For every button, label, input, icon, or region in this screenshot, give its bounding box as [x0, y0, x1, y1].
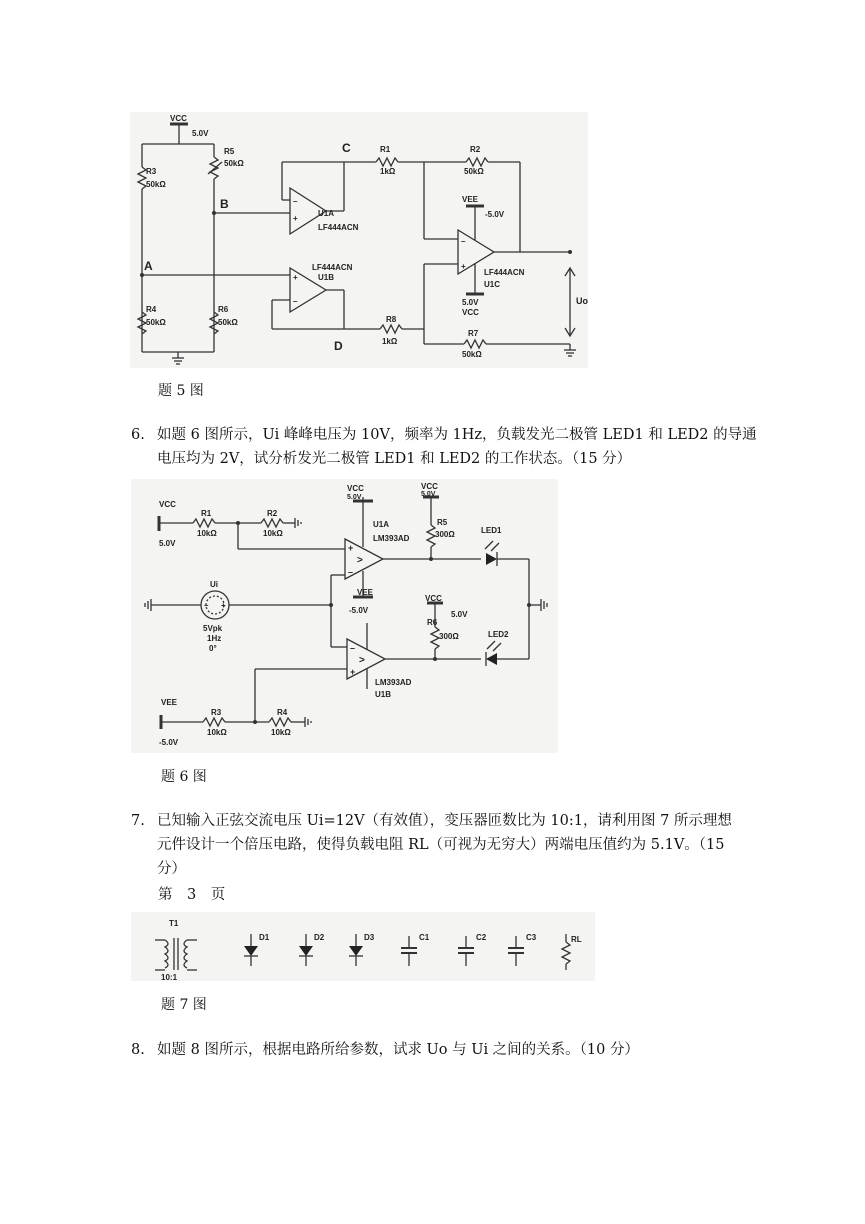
f5-vee: VEE	[462, 195, 479, 204]
f6-r5: R5	[437, 518, 448, 527]
question-text-line: 电压均为 2V，试分析发光二极管 LED1 和 LED2 的工作状态。（15 分）	[157, 451, 632, 467]
f6-u1b-part: LM393AD	[375, 678, 412, 687]
f5-u1c: U1C	[484, 280, 501, 289]
f6-r6: R6	[427, 618, 438, 627]
f5-u1a: U1A	[318, 209, 335, 218]
f7-ratio: 10:1	[161, 973, 178, 981]
f6-vcc-a: VCC	[347, 484, 364, 493]
f6-ui-phase: 0°	[209, 644, 217, 653]
figure-5	[130, 112, 588, 368]
svg-text:+: +	[293, 214, 298, 223]
figure-6	[131, 479, 558, 753]
f7-t1: T1	[169, 919, 179, 928]
f5-r8: R8	[386, 315, 397, 324]
f6-ui-amp: 5Vpk	[203, 624, 223, 633]
f5-r7-v: 50kΩ	[462, 350, 482, 359]
f5-r8-v: 1kΩ	[382, 337, 398, 346]
f5-node-b: B	[220, 197, 229, 211]
f6-vee-v: -5.0V	[159, 738, 179, 747]
f6-r4: R4	[277, 708, 288, 717]
f6-led2: LED2	[488, 630, 509, 639]
f7-rl: RL	[571, 935, 582, 944]
f6-u1a-part: LM393AD	[373, 534, 410, 543]
f6-r1-v: 10kΩ	[197, 529, 217, 538]
f5-r1-v: 1kΩ	[380, 167, 396, 176]
svg-text:>: >	[357, 555, 363, 566]
svg-text:–: –	[461, 237, 466, 246]
question-number: 6.	[131, 427, 145, 443]
question-text-line: 元件设计一个倍压电路，使得负载电阻 RL（可视为无穷大）两端电压值约为 5.1V。（15	[157, 837, 725, 853]
svg-text:–: –	[204, 601, 209, 610]
svg-text:–: –	[348, 567, 354, 577]
figure-7	[131, 912, 595, 981]
f7-c2: C2	[476, 933, 487, 942]
f6-u1b: U1B	[375, 690, 392, 699]
f7-c3: C3	[526, 933, 537, 942]
f5-r1: R1	[380, 145, 391, 154]
question-text-line: 已知输入正弦交流电压 Ui=12V（有效值），变压器匝数比为 10:1，请利用图 7 所示理想	[157, 813, 732, 829]
f5-vcc2: VCC	[462, 308, 479, 317]
f5-r5-v: 50kΩ	[224, 159, 244, 168]
f5-vcc: VCC	[170, 114, 187, 123]
f5-r4-v: 50kΩ	[146, 318, 166, 327]
f6-vcc: VCC	[159, 500, 176, 509]
f5-node-a: A	[144, 259, 153, 273]
f6-r6-v: 300Ω	[439, 632, 459, 641]
f5-r2-v: 50kΩ	[464, 167, 484, 176]
f5-vcc2-v: 5.0V	[462, 298, 479, 307]
f6-r3: R3	[211, 708, 222, 717]
f7-d3: D3	[364, 933, 375, 942]
question-text-line: 如题 8 图所示，根据电路所给参数，试求 Uo 与 Ui 之间的关系。（10 分）	[157, 1042, 639, 1058]
f5-r6: R6	[218, 305, 229, 314]
page-number: 第 3 页	[158, 887, 226, 903]
f5-r7: R7	[468, 329, 479, 338]
question-8	[131, 1038, 751, 1062]
f5-uo: Uo	[576, 296, 588, 306]
question-text-line: 分）	[157, 861, 186, 877]
svg-text:+: +	[221, 601, 226, 610]
f6-vcc-b: VCC	[421, 482, 438, 491]
f6-r4-v: 10kΩ	[271, 728, 291, 737]
f6-vcc-c: VCC	[425, 594, 442, 603]
f5-vcc-v: 5.0V	[192, 129, 209, 138]
f6-ui-freq: 1Hz	[207, 634, 222, 643]
f6-r5-v: 300Ω	[435, 530, 455, 539]
f5-vee-v: -5.0V	[485, 210, 505, 219]
svg-text:–: –	[293, 297, 298, 306]
svg-text:+: +	[350, 667, 356, 677]
f6-vcc-v: 5.0V	[159, 539, 176, 548]
f6-r1: R1	[201, 509, 212, 518]
f6-vee-a: VEE	[357, 588, 374, 597]
question-text-line: 如题 6 图所示，Ui 峰峰电压为 10V，频率为 1Hz，负载发光二极管 LED1 和 LED2 的导通	[157, 427, 757, 443]
f6-vcc-a-v: 5.0V	[347, 494, 362, 501]
f5-node-c: C	[342, 141, 351, 155]
f6-vee: VEE	[161, 698, 178, 707]
f5-r4: R4	[146, 305, 157, 314]
f6-vee-a-v: -5.0V	[349, 606, 369, 615]
f5-node-d: D	[334, 339, 343, 353]
f5-u1b: U1B	[318, 273, 335, 282]
figure-7-caption: 题 7 图	[161, 997, 207, 1013]
f5-r2: R2	[470, 145, 481, 154]
f6-ui: Ui	[210, 580, 218, 589]
f5-r3: R3	[146, 167, 157, 176]
question-number: 7.	[131, 813, 145, 829]
f7-d2: D2	[314, 933, 325, 942]
f5-u1b-part: LF444ACN	[312, 263, 353, 272]
f6-u1a: U1A	[373, 520, 390, 529]
f5-u1c-part: LF444ACN	[484, 268, 525, 277]
f5-r5: R5	[224, 147, 235, 156]
svg-text:+: +	[293, 273, 298, 282]
svg-text:>: >	[359, 655, 365, 666]
f7-d1: D1	[259, 933, 270, 942]
f6-vcc-c-v: 5.0V	[451, 610, 468, 619]
figure-6-caption: 题 6 图	[161, 769, 207, 785]
question-6	[131, 423, 757, 471]
svg-text:+: +	[461, 262, 466, 271]
question-7	[131, 809, 751, 881]
f6-vcc-b-v: 5.0V	[421, 491, 436, 498]
f5-r3-v: 50kΩ	[146, 180, 166, 189]
svg-text:–: –	[350, 643, 356, 653]
f5-u1a-part: LF444ACN	[318, 223, 359, 232]
f6-r3-v: 10kΩ	[207, 728, 227, 737]
f6-led1: LED1	[481, 526, 502, 535]
f7-c1: C1	[419, 933, 430, 942]
f6-r2: R2	[267, 509, 278, 518]
f6-r2-v: 10kΩ	[263, 529, 283, 538]
figure-5-caption: 题 5 图	[158, 383, 204, 399]
question-number: 8.	[131, 1042, 145, 1058]
svg-text:–: –	[293, 197, 298, 206]
svg-text:+: +	[348, 543, 354, 553]
f5-r6-v: 50kΩ	[218, 318, 238, 327]
